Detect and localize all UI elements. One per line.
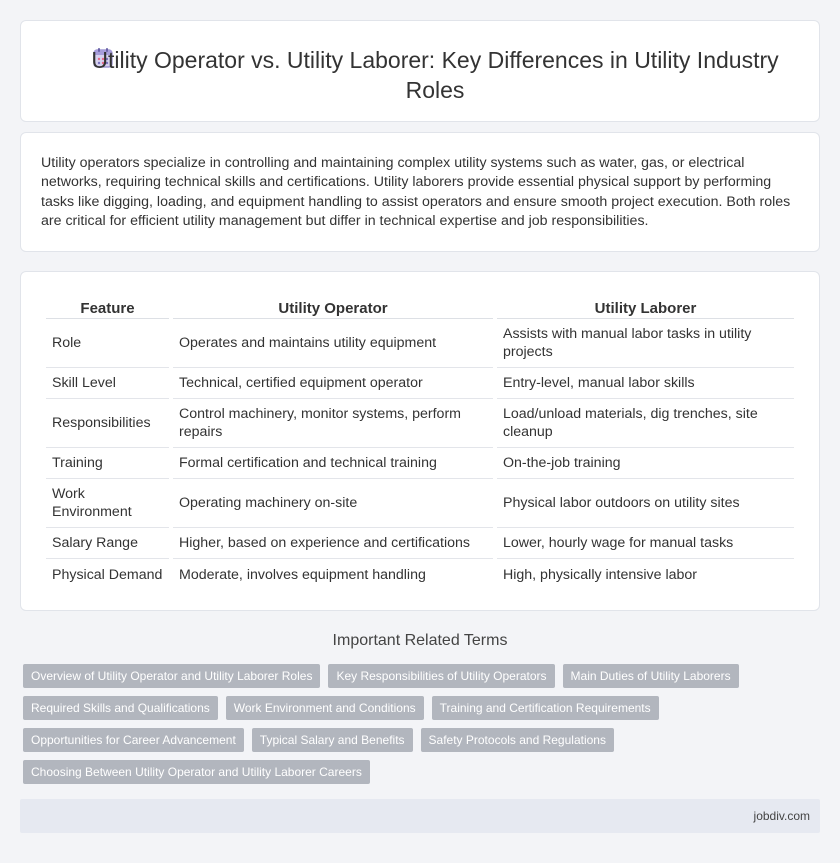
comparison-table-card [20,271,820,611]
header-feature: Feature [46,293,169,319]
table-cell: Lower, hourly wage for manual tasks [497,528,794,559]
related-term-tag[interactable]: Work Environment and Conditions [226,696,424,720]
table-cell: Work Environment [46,479,169,528]
related-term-tag[interactable]: Overview of Utility Operator and Utility Laborer Roles [23,664,320,688]
header-utility-laborer: Utility Laborer [497,293,794,319]
intro-paragraph: Utility operators specialize in controlling and maintaining complex utility systems such as water, gas, or electrical networks, requiring technical skills and certifications. Utility laborers provide essential physical support by performing tasks like digging, loading, and equipment handling to assist operators and ensure smooth project execution. Both roles are critical for efficient utility management but differ in technical expertise and job responsibilities. [41,155,791,230]
comparison-table [42,293,798,590]
related-term-tag[interactable]: Training and Certification Requirements [432,696,659,720]
table-row [46,479,794,528]
table-cell: Responsibilities [46,399,169,448]
footer-site-link[interactable]: jobdiv.com [753,809,810,823]
table-cell: Operates and maintains utility equipment [173,319,493,368]
table-cell: Training [46,448,169,479]
table-header-row [46,293,794,319]
page-title: Utility Operator vs. Utility Laborer: Key Differences in Utility Industry Roles [91,47,779,103]
footer [20,799,820,833]
table-row [46,319,794,368]
table-cell: Load/unload materials, dig trenches, site cleanup [497,399,794,448]
table-cell: Technical, certified equipment operator [173,368,493,399]
table-cell: Salary Range [46,528,169,559]
table-cell: Physical labor outdoors on utility sites [497,479,794,528]
table-cell: Operating machinery on-site [173,479,493,528]
related-term-tag[interactable]: Choosing Between Utility Operator and Utility Laborer Careers [23,760,370,784]
table-cell: Formal certification and technical training [173,448,493,479]
intro-card [20,132,820,252]
table-row [46,368,794,399]
related-term-tag[interactable]: Required Skills and Qualifications [23,696,218,720]
table-cell: Role [46,319,169,368]
table-row [46,559,794,590]
table-cell: On-the-job training [497,448,794,479]
table-cell: Control machinery, monitor systems, perform repairs [173,399,493,448]
related-term-tag[interactable]: Key Responsibilities of Utility Operators [328,664,554,688]
related-terms-title: Important Related Terms [332,632,508,649]
table-row [46,399,794,448]
table-row [46,528,794,559]
header-card [20,20,820,122]
table-cell: Higher, based on experience and certifications [173,528,493,559]
related-terms-list [23,664,743,784]
related-term-tag[interactable]: Main Duties of Utility Laborers [563,664,739,688]
table-row [46,448,794,479]
table-cell: Assists with manual labor tasks in utility projects [497,319,794,368]
table-cell: High, physically intensive labor [503,566,697,583]
related-term-tag[interactable]: Typical Salary and Benefits [252,728,413,752]
related-term-tag[interactable]: Opportunities for Career Advancement [23,728,244,752]
related-term-tag[interactable]: Safety Protocols and Regulations [421,728,614,752]
table-cell: Physical Demand [52,566,163,583]
table-cell: Entry-level, manual labor skills [497,368,794,399]
table-cell: Moderate, involves equipment handling [179,566,426,583]
header-utility-operator: Utility Operator [173,293,493,319]
table-cell: Skill Level [46,368,169,399]
